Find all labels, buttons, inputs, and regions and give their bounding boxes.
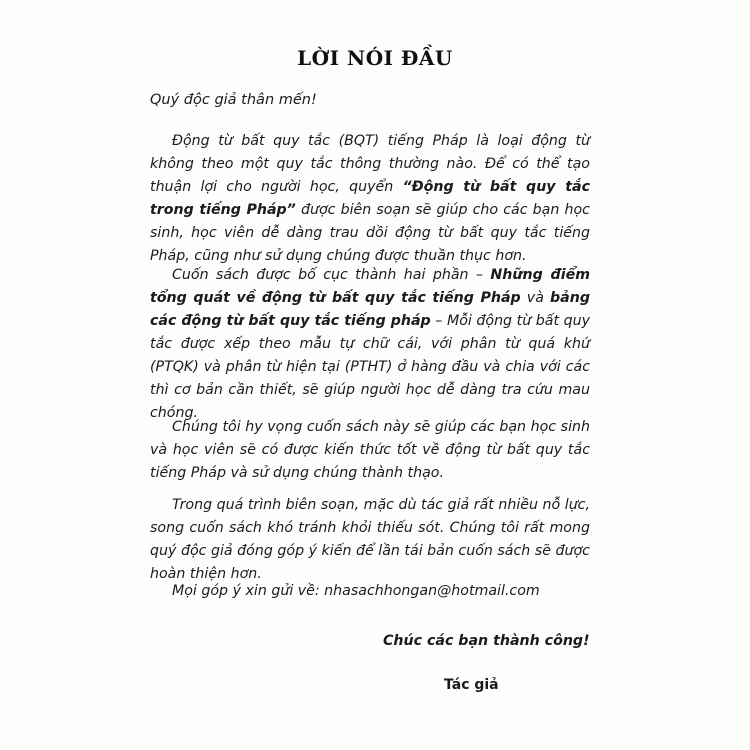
paragraph-structure-text-2: và xyxy=(520,290,550,306)
paragraph-structure-text-1: Cuốn sách được bố cục thành hai phần – xyxy=(172,267,491,283)
section-one-title: Những điểm tổng quát về động từ bất quy tắc tiếng Pháp xyxy=(150,267,590,306)
paragraph-intro xyxy=(150,130,590,268)
paragraph-structure-text-3: – Mỗi động từ bất quy tắc được xếp theo mẫu tự chữ cái, với phân từ quá khứ (PTQK) và phân từ hiện tại (PTHT) ở hàng đầu và chia với các thì cơ bản cần thiết, sẽ giúp người học dễ dàng tra cứu mau chóng. xyxy=(150,313,590,421)
book-title: “Động từ bất quy tắc trong tiếng Pháp” xyxy=(150,179,590,218)
greeting: Quý độc giả thân mến! xyxy=(150,92,317,108)
paragraph-structure xyxy=(150,264,590,425)
author-signature: Tác giả xyxy=(444,677,499,693)
closing-wish: Chúc các bạn thành công! xyxy=(383,633,590,649)
page-title: LỜI NÓI ĐẦU xyxy=(297,46,453,70)
paragraph-hope: Chúng tôi hy vọng cuốn sách này sẽ giúp các bạn học sinh và học viên sẽ có được kiến thức tốt về động từ bất quy tắc tiếng Pháp và sử dụng chúng thành thạo. xyxy=(150,419,590,481)
paragraph-intro-text-2: được biên soạn sẽ giúp cho các bạn học sinh, học viên dễ dàng trau dồi động từ bất quy tắc tiếng Pháp, cũng như sử dụng chúng được thuần thục hơn. xyxy=(150,202,590,264)
section-two-title: bảng các động từ bất quy tắc tiếng pháp xyxy=(150,290,590,329)
paragraph-feedback: Trong quá trình biên soạn, mặc dù tác giả rất nhiều nỗ lực, song cuốn sách khó tránh khỏi thiếu sót. Chúng tôi rất mong quý độc giả đóng góp ý kiến để lần tái bản cuốn sách sẽ được hoàn thiện hơn. xyxy=(150,497,590,582)
contact-line: Mọi góp ý xin gửi về: nhasachhongan@hotmail.com xyxy=(172,583,540,599)
paragraph-intro-text-1: Động từ bất quy tắc (BQT) tiếng Pháp là loại động từ không theo một quy tắc thông thường nào. Để có thể tạo thuận lợi cho người học, quyển xyxy=(150,133,590,195)
